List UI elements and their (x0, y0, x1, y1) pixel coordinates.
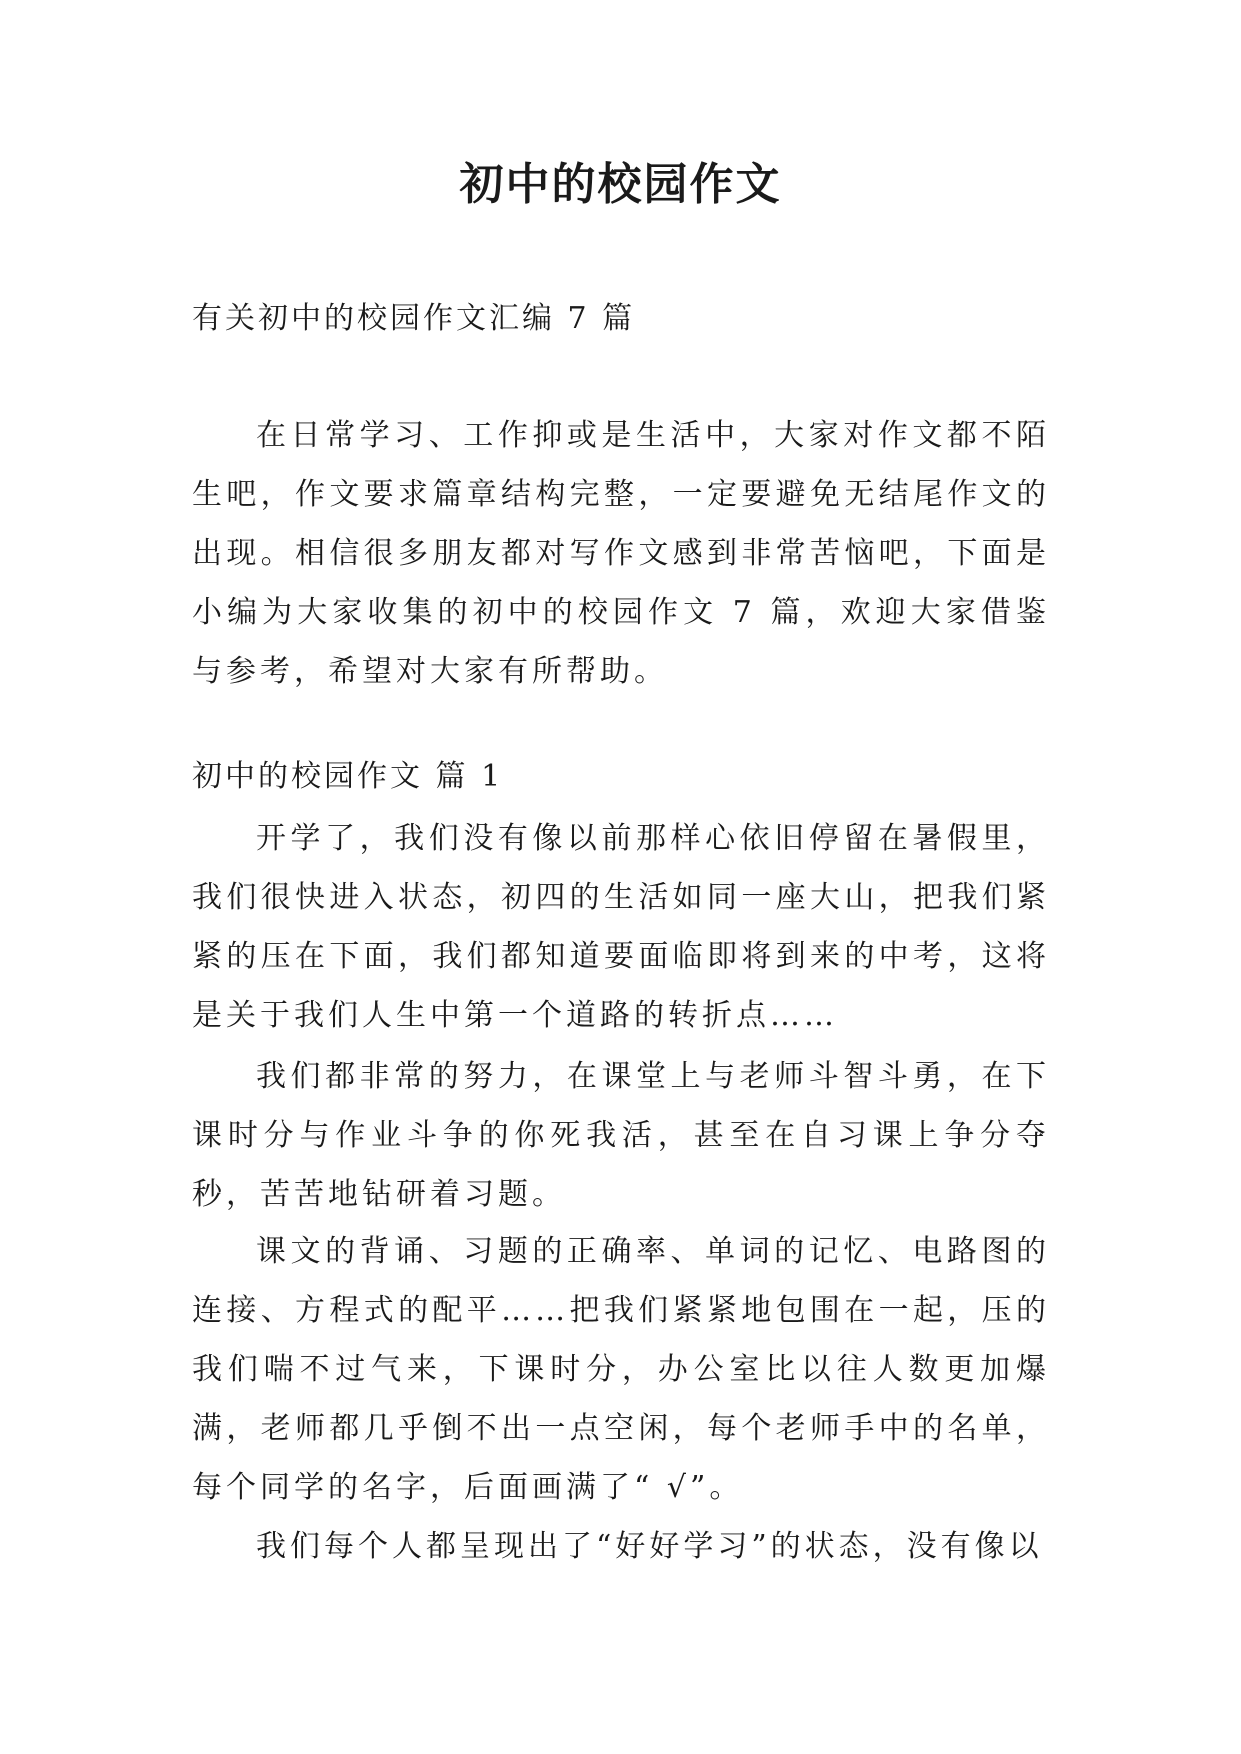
document-subtitle: 有关初中的校园作文汇编 7 篇 (192, 301, 636, 336)
paragraph: 课文的背诵、习题的正确率、单词的记忆、电路图的连接、方程式的配平……把我们紧紧地包围在一起，压的我们喘不过气来，下课时分，办公室比以往人数更加爆满，老师都几乎倒不出一点空闲，每个老师手中的名单，每个同学的名字，后面画满了“ √”。 (192, 1234, 1050, 1505)
paragraph: 开学了，我们没有像以前那样心依旧停留在暑假里，我们很快进入状态，初四的生活如同一座大山，把我们紧紧的压在下面，我们都知道要面临即将到来的中考，这将是关于我们人生中第一个道路的转折点…… (192, 821, 1050, 1033)
paragraph: 我们都非常的努力，在课堂上与老师斗智斗勇，在下课时分与作业斗争的你死我活，甚至在自习课上争分夺秒，苦苦地钻研着习题。 (192, 1059, 1050, 1212)
document-title: 初中的校园作文 (459, 159, 782, 210)
paragraph: 我们每个人都呈现出了“好好学习”的状态，没有像以 (256, 1529, 1043, 1564)
intro-paragraph: 在日常学习、工作抑或是生活中，大家对作文都不陌生吧，作文要求篇章结构完整，一定要避免无结尾作文的出现。相信很多朋友都对写作文感到非常苦恼吧，下面是小编为大家收集的初中的校园作文 7 篇，欢迎大家借鉴与参考，希望对大家有所帮助。 (192, 418, 1050, 689)
section-title: 初中的校园作文 篇 1 (192, 759, 504, 794)
